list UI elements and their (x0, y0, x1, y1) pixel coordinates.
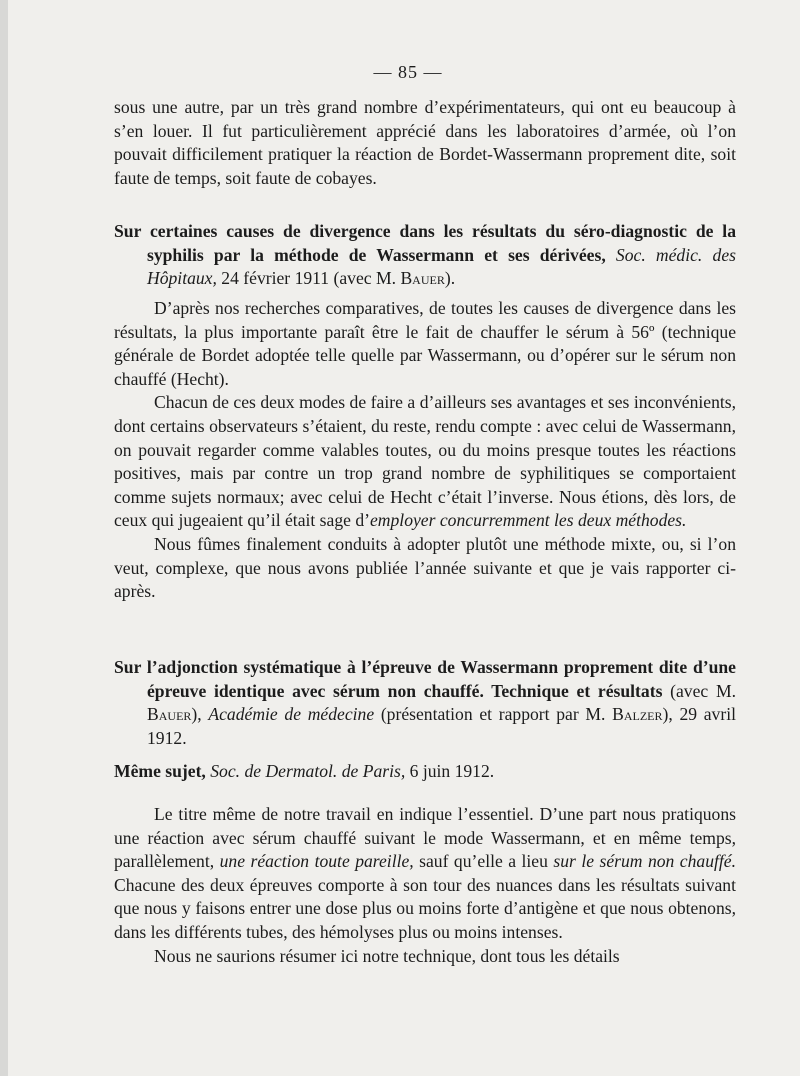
section-heading-2 (114, 656, 736, 750)
page-number: — 85 — (373, 62, 443, 82)
paragraph: Nous ne saurions résumer ici notre technique, dont tous les détails (154, 945, 620, 966)
paragraph-emphasis: sur le sérum non chauffé. (553, 851, 736, 872)
heading-2-title: Sur l’adjonction systématique à l’épreuve de Wassermann proprement dite d’une épreuve identique avec sérum non chauffé. Technique et résultats (114, 657, 736, 701)
section-heading-3 (114, 760, 736, 784)
paragraph-emphasis: employer concurremment les deux méthodes. (370, 510, 687, 531)
heading-1-close: ). (444, 268, 456, 289)
heading-2-reporter: Balzer (612, 704, 663, 725)
heading-1-text (114, 220, 736, 291)
heading-3-title: Même sujet, (114, 761, 206, 781)
heading-2-venue: Académie de médecine (208, 704, 375, 725)
paragraph (114, 803, 736, 945)
paragraph: D’après nos recherches comparatives, de toutes les causes de divergence dans les résultats, la plus importante paraît être le fait de chauffer le sérum à 56º (technique générale de Bordet adoptée telle quelle par Wassermann, ou d’opérer sur le sérum non chauffé (Hecht). (114, 298, 736, 389)
document-page (8, 0, 800, 1076)
heading-1-author: Bauer (400, 268, 445, 289)
paragraph-text: Chacune des deux épreuves comporte à son tour des nuances dans les résultats suivant que nous y faisons entrer une dose plus ou moins forte d’antigène et que nous obtenons, dans les différents tubes, des hémolyses plus ou moins intenses. (114, 874, 736, 942)
paragraph: Nous fûmes finalement conduits à adopter plutôt une méthode mixte, ou, si l’on veut, complexe, que nous avons publiée l’année suivante et que je vais rapporter ci-après. (114, 533, 736, 602)
paragraph-text: sauf qu’elle a lieu (419, 851, 548, 872)
heading-2-author: Bauer (147, 704, 192, 725)
paragraph-text: sous une autre, par un très grand nombre d’expérimentateurs, qui ont eu beaucoup à s’en louer. Il fut particulièrement apprécié dans les laboratoires d’armée, où l’on pouvait difficilement pratiquer la réaction de Bordet-Wassermann proprement dite, soit faute de temps, soit faute de cobayes. (114, 97, 736, 188)
heading-2-with: (avec M. (670, 680, 736, 701)
heading-2-text (114, 656, 736, 750)
section-1-body (114, 297, 736, 604)
paragraph-text: Chacun de ces deux modes de faire a d’ailleurs ses avantages et ses inconvénients, dont certains observateurs s’étaient, du reste, rendu compte : avec celui de Wassermann, on pouvait regarder comme valables toutes, ou du moins presque toutes les réactions positives, mais par contre un trop grand nombre de syphilitiques se comportaient comme sujets normaux; avec celui de Hecht c’était l’inverse. Nous étions, dès lors, de ceux qui jugeaient qu’il était sage d’ (114, 392, 736, 531)
heading-2-presentation: (présentation et rapport par M. (380, 704, 606, 725)
heading-2-date: ), 29 avril 1912. (147, 704, 736, 748)
heading-3-text (114, 760, 736, 784)
heading-1-title: Sur certaines causes de divergence dans les résultats du séro-diagnostic de la syphilis par la méthode de Wassermann et ses dérivées, (114, 221, 736, 265)
heading-1-date: 24 février 1911 (avec M. (221, 268, 397, 289)
section-heading-1 (114, 220, 736, 291)
paragraph (114, 391, 736, 533)
heading-3-journal: Soc. de Dermatol. de Paris, (210, 761, 406, 781)
heading-2-sep: ), (191, 704, 202, 725)
paragraph-text: Le titre même de notre travail en indique l’essentiel. D’une part nous pratiquons une réaction avec sérum chauffé suivant le mode Wassermann, et en même temps, parallèlement, (114, 804, 736, 872)
paragraph-continuation (114, 96, 736, 190)
section-3-body (114, 803, 736, 968)
paragraph-emphasis: une réaction toute pareille, (219, 851, 414, 872)
heading-1-journal: Soc. médic. des Hôpitaux, (147, 244, 736, 289)
heading-3-date: 6 juin 1912. (409, 761, 495, 781)
